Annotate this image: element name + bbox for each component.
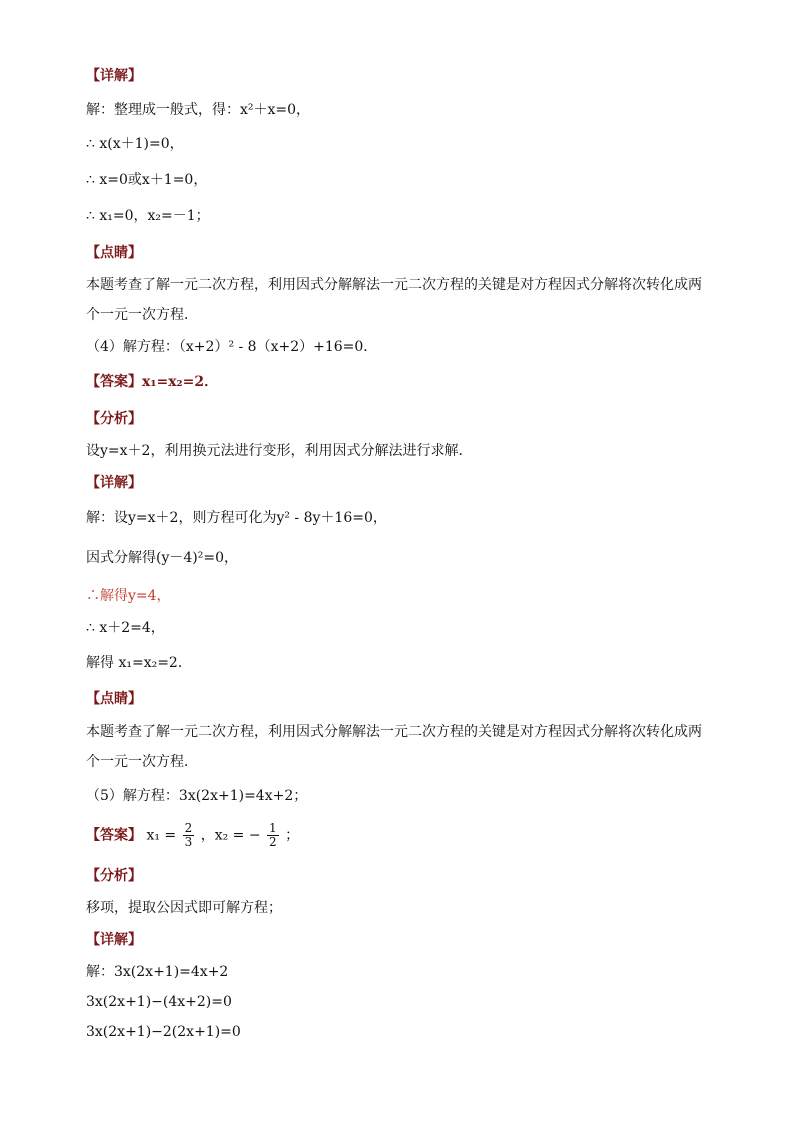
solution-step: ∴ x(x＋1)=0，: [86, 136, 184, 152]
solution-step: ∴ x₁=0，x₂=－1；: [86, 208, 210, 224]
paragraph: 本题考查了解一元二次方程，利用因式分解解法一元二次方程的关键是对方程因式分解将次转化成两: [86, 277, 702, 293]
answer-5: [86, 822, 299, 849]
section-analysis-5: 【分析】: [86, 868, 142, 884]
answer-4: 【答案】x₁=x₂=2．: [86, 374, 219, 390]
section-detail-4: 【详解】: [86, 475, 142, 491]
solution-step: 解得 x₁=x₂=2．: [86, 655, 192, 671]
paragraph: 本题考查了解一元二次方程，利用因式分解解法一元二次方程的关键是对方程因式分解将次转化成两: [86, 724, 702, 740]
answer-x2: ，x₂ = −: [200, 827, 261, 844]
fraction-denominator: 2: [269, 835, 277, 849]
fraction-one-half: [267, 822, 279, 849]
section-detail-5: 【详解】: [86, 932, 142, 948]
fraction-numerator: 2: [184, 821, 193, 835]
solution-step: 3x(2x+1)−2(2x+1)=0: [86, 1024, 241, 1040]
answer-x1: x₁ =: [146, 827, 177, 844]
solution-step: 3x(2x+1)−(4x+2)=0: [86, 994, 232, 1010]
answer-end: ；: [285, 827, 300, 844]
analysis-text: 设y=x＋2，利用换元法进行变形，利用因式分解法进行求解．: [86, 443, 473, 459]
answer-tag: 【答案】: [86, 827, 142, 844]
fraction-denominator: 3: [184, 835, 193, 849]
fraction-two-thirds: [183, 822, 195, 849]
solution-step: ∴ x=0或x＋1=0，: [86, 172, 208, 188]
paragraph: 个一元一次方程．: [86, 754, 198, 770]
section-insight-4: 【点睛】: [86, 691, 142, 707]
problem-4: （4）解方程：（x+2）² - 8（x+2）+16=0．: [86, 339, 378, 355]
solution-step: 解：3x(2x+1)=4x+2: [86, 964, 229, 980]
section-insight-1: 【点睛】: [86, 245, 142, 261]
solution-step: ∴ x＋2=4，: [86, 620, 165, 636]
solution-step: 解：整理成一般式，得：x²＋x=0，: [86, 102, 311, 118]
solution-step-highlight: ∴解得y=4，: [86, 588, 171, 604]
problem-5: （5）解方程：3x(2x+1)=4x+2；: [86, 788, 308, 804]
section-analysis-4: 【分析】: [86, 411, 142, 427]
fraction-numerator: 1: [269, 821, 277, 835]
solution-step: 解：设y=x＋2，则方程可化为y² - 8y＋16=0，: [86, 510, 387, 526]
section-detail-1: 【详解】: [86, 68, 142, 84]
analysis-text: 移项，提取公因式即可解方程；: [86, 900, 282, 916]
paragraph: 个一元一次方程．: [86, 307, 198, 323]
solution-step: 因式分解得(y－4)²=0，: [86, 550, 238, 566]
